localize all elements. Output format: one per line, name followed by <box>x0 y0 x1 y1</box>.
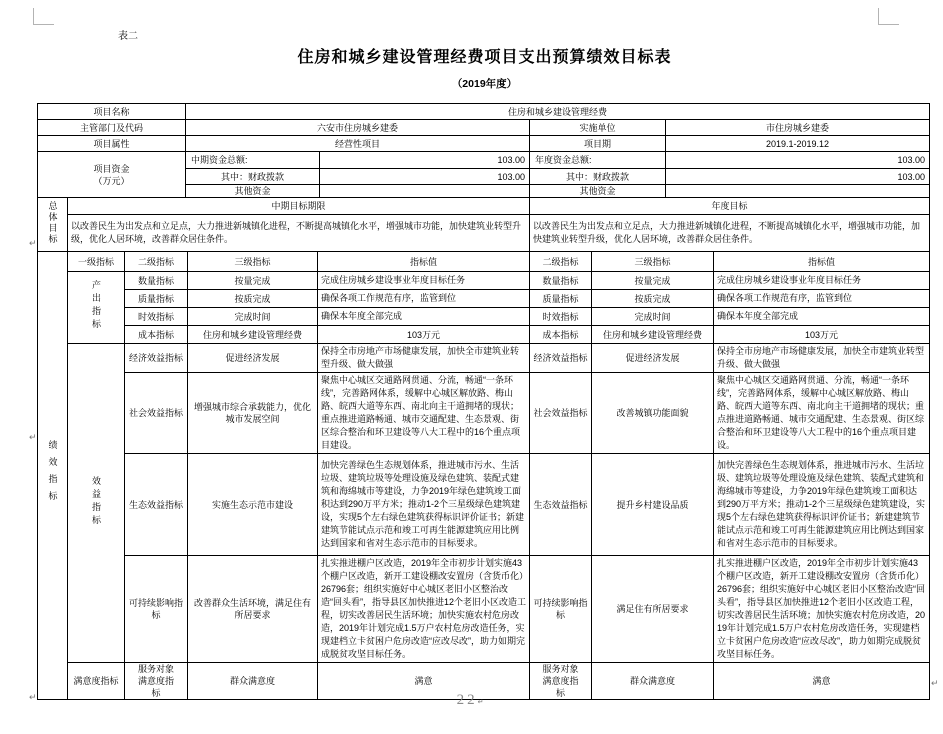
paragraph-mark-icon: ↵ <box>931 678 939 688</box>
table-row <box>38 326 930 344</box>
mid-fiscal-label: 其中：财政拨款 <box>186 169 320 185</box>
indicator-level2: 数量指标 <box>530 272 592 290</box>
mid-fiscal-value: 103.00 <box>320 169 530 185</box>
header-level2-left: 二级指标 <box>125 252 188 272</box>
page-subtitle: （2019年度） <box>451 78 518 90</box>
mid-total-label: 中期资金总额: <box>186 152 320 169</box>
indicator-level3: 实施生态示范市建设 <box>188 454 318 556</box>
performance-target-table <box>37 103 929 700</box>
indicator-value: 满意 <box>318 663 530 700</box>
overall-goal-row-label: 总体目标 <box>38 198 68 252</box>
table-row <box>38 454 930 556</box>
indicator-value: 保持全市房地产市场健康发展，加快全市建筑业转型升级、做大做强 <box>318 344 530 373</box>
indicator-level3: 按质完成 <box>188 290 318 308</box>
indicator-value: 确保各项工作规范有序，监管到位 <box>714 290 930 308</box>
page-title: 住房和城乡建设管理经费项目支出预算绩效目标表 <box>297 49 672 66</box>
indicator-level3: 促进经济发展 <box>188 344 318 373</box>
header-level3-left: 三级指标 <box>188 252 318 272</box>
indicator-value: 扎实推进棚户区改造，2019年全市初步计划实施43个棚户区改造，新开工建设棚改安置房（含货币化）26796套；组织实施好中心城区老旧小区整治改造“回头看”，指导县区加快推进12个老旧小区改造工程，切实改善居民生活环境；加快实施农村危房改造，2019年计划完成1.5万户农村危房改造任务，实现建档立卡贫困户危房改造“应改尽改”，助力如期完成脱贫攻坚目标任务。 <box>714 556 930 663</box>
mid-goal-text: 以改善民生为出发点和立足点，大力推进新城镇化进程，不断提高城镇化水平，增强城市功能，加快建筑业转型升级，优化人居环境，改善群众居住条件。 <box>68 215 530 252</box>
impl-unit-label: 实施单位 <box>530 120 666 136</box>
output-group-label: 产出指标 <box>68 272 125 344</box>
indicator-value: 完成住房城乡建设事业年度目标任务 <box>318 272 530 290</box>
paragraph-mark-icon: ↵ <box>29 692 37 702</box>
indicator-value: 确保本年度全部完成 <box>318 308 530 326</box>
mid-total-value: 103.00 <box>320 152 530 169</box>
indicator-level2: 经济效益指标 <box>530 344 592 373</box>
indicator-level2: 服务对象满意度指标 <box>530 663 592 700</box>
annual-total-value: 103.00 <box>666 152 930 169</box>
indicator-level2: 服务对象满意度指标 <box>125 663 188 700</box>
table-row <box>38 308 930 326</box>
page-number: 22↵ <box>456 692 487 708</box>
indicator-level3: 完成时间 <box>592 308 714 326</box>
table-row <box>38 290 930 308</box>
fund-label: 项目资金（万元） <box>38 152 186 198</box>
indicator-value: 103万元 <box>318 326 530 344</box>
indicator-level2: 社会效益指标 <box>530 373 592 454</box>
indicator-level3: 按量完成 <box>592 272 714 290</box>
paragraph-mark-icon: ↵ <box>29 432 37 442</box>
project-name-label: 项目名称 <box>38 104 186 120</box>
overall-goal-section <box>37 197 930 252</box>
perf-row-label: 绩效指标 <box>38 252 68 700</box>
performance-indicator-section <box>37 251 930 700</box>
annual-goal-text: 以改善民生为出发点和立足点，大力推进新城镇化进程，不断提高城镇化水平，增强城市功能，加快建筑业转型升级，优化人居环境，改善群众居住条件。 <box>530 215 930 252</box>
indicator-level2: 可持续影响指标 <box>530 556 592 663</box>
period-value: 2019.1-2019.12 <box>666 136 930 152</box>
indicator-value: 满意 <box>714 663 930 700</box>
indicator-level3: 改善群众生活环境，满足住有所居要求 <box>188 556 318 663</box>
indicator-value: 加快完善绿色生态规划体系，推进城市污水、生活垃圾、建筑垃圾等处理设施及绿色建筑、装配式建筑和海绵城市等建设，力争2019年绿色建筑竣工面积达到290万平方米；推动1-2个三星级绿色建筑建设，实现5个左右绿色建筑获得标识评价证书；新建建筑节能试点示范和竣工可再生能源建筑应用比例达到国家和省对生态示范市的目标要求。 <box>714 454 930 556</box>
indicator-level2: 社会效益指标 <box>125 373 188 454</box>
header-level3-right: 三级指标 <box>592 252 714 272</box>
indicator-level3: 提升乡村建设品质 <box>592 454 714 556</box>
indicator-level2: 数量指标 <box>125 272 188 290</box>
indicator-level2: 质量指标 <box>530 290 592 308</box>
indicator-level3: 完成时间 <box>188 308 318 326</box>
indicator-level3: 群众满意度 <box>592 663 714 700</box>
indicator-level2: 质量指标 <box>125 290 188 308</box>
indicator-level3: 增强城市综合承载能力，优化城市发展空间 <box>188 373 318 454</box>
indicator-level2: 生态效益指标 <box>125 454 188 556</box>
annual-fiscal-label: 其中：财政拨款 <box>530 169 666 185</box>
indicator-level3: 改善城镇功能面貌 <box>592 373 714 454</box>
annual-other-value <box>666 185 930 198</box>
impl-unit-value: 市住房城乡建委 <box>666 120 930 136</box>
indicator-level2: 经济效益指标 <box>125 344 188 373</box>
project-name-value: 住房和城乡建设管理经费 <box>186 104 930 120</box>
annual-goal-header: 年度目标 <box>530 198 930 215</box>
mid-goal-header: 中期目标期限 <box>68 198 530 215</box>
satisfaction-group-label: 满意度指标 <box>68 663 125 700</box>
indicator-value: 聚焦中心城区交通路网贯通、分流，畅通“一条环线”，完善路网体系，缓解中心城区解放路、梅山路、皖西大道等东西、南北向主干道拥堵的现状；重点推进道路畅通、城市交通配建、生态景观、街区综合整治和环卫建设等八大工程中的16个重点项目建设。 <box>318 373 530 454</box>
attr-label: 项目属性 <box>38 136 186 152</box>
indicator-level3: 群众满意度 <box>188 663 318 700</box>
indicator-level2: 成本指标 <box>125 326 188 344</box>
annual-other-label: 其他资金 <box>530 185 666 198</box>
header-level2-right: 二级指标 <box>530 252 592 272</box>
header-value-right: 指标值 <box>714 252 930 272</box>
table-row <box>38 344 930 373</box>
annual-total-label: 年度资金总额: <box>530 152 666 169</box>
indicator-level2: 生态效益指标 <box>530 454 592 556</box>
indicator-value: 确保本年度全部完成 <box>714 308 930 326</box>
project-info-section <box>37 103 930 198</box>
attr-value: 经营性项目 <box>186 136 530 152</box>
margin-crop-mark-top-right-icon <box>878 8 899 25</box>
header-level1: 一级指标 <box>68 252 125 272</box>
mid-other-value <box>320 185 530 198</box>
indicator-level2: 时效指标 <box>125 308 188 326</box>
table-row <box>38 556 930 663</box>
annual-fiscal-value: 103.00 <box>666 169 930 185</box>
indicator-value: 确保各项工作规范有序，监管到位 <box>318 290 530 308</box>
indicator-value: 加快完善绿色生态规划体系，推进城市污水、生活垃圾、建筑垃圾等处理设施及绿色建筑、装配式建筑和海绵城市等建设，力争2019年绿色建筑竣工面积达到290万平方米；推动1-2个三星级绿色建筑建设，实现5个左右绿色建筑获得标识评价证书；新建建筑节能试点示范和竣工可再生能源建筑应用比例达到国家和省对生态示范市的目标要求。 <box>318 454 530 556</box>
table-row <box>38 373 930 454</box>
indicator-level3: 住房和城乡建设管理经费 <box>592 326 714 344</box>
paragraph-mark-icon: ↵ <box>29 238 37 248</box>
indicator-level3: 按质完成 <box>592 290 714 308</box>
indicator-value: 扎实推进棚户区改造，2019年全市初步计划实施43个棚户区改造，新开工建设棚改安置房（含货币化）26796套；组织实施好中心城区老旧小区整治改造“回头看”，指导县区加快推进12个老旧小区改造工程，切实改善居民生活环境；加快实施农村危房改造，2019年计划完成1.5万户农村危房改造任务，实现建档立卡贫困户危房改造“应改尽改”，助力如期完成脱贫攻坚目标任务。 <box>318 556 530 663</box>
table-number-tag: 表二 <box>118 31 138 42</box>
indicator-level3: 促进经济发展 <box>592 344 714 373</box>
indicator-value: 完成住房城乡建设事业年度目标任务 <box>714 272 930 290</box>
indicator-level2: 成本指标 <box>530 326 592 344</box>
dept-label: 主管部门及代码 <box>38 120 186 136</box>
paragraph-mark-icon: ↵ <box>477 698 487 706</box>
indicator-level2: 可持续影响指标 <box>125 556 188 663</box>
benefit-group-label: 效益指标 <box>68 344 125 663</box>
indicator-value: 103万元 <box>714 326 930 344</box>
period-label: 项目期 <box>530 136 666 152</box>
mid-other-label: 其他资金 <box>186 185 320 198</box>
indicator-level3: 住房和城乡建设管理经费 <box>188 326 318 344</box>
indicator-level2: 时效指标 <box>530 308 592 326</box>
header-value-left: 指标值 <box>318 252 530 272</box>
indicator-level3: 按量完成 <box>188 272 318 290</box>
indicator-value: 保持全市房地产市场健康发展，加快全市建筑业转型升级、做大做强 <box>714 344 930 373</box>
dept-value: 六安市住房城乡建委 <box>186 120 530 136</box>
indicator-level3: 满足住有所居要求 <box>592 556 714 663</box>
margin-crop-mark-top-left-icon <box>33 8 54 25</box>
table-row <box>38 272 930 290</box>
indicator-value: 聚焦中心城区交通路网贯通、分流，畅通“一条环线”，完善路网体系，缓解中心城区解放路、梅山路、皖西大道等东西、南北向主干道拥堵的现状；重点推进道路畅通、城市交通配建、生态景观、街区综合整治和环卫建设等八大工程中的16个重点项目建设。 <box>714 373 930 454</box>
